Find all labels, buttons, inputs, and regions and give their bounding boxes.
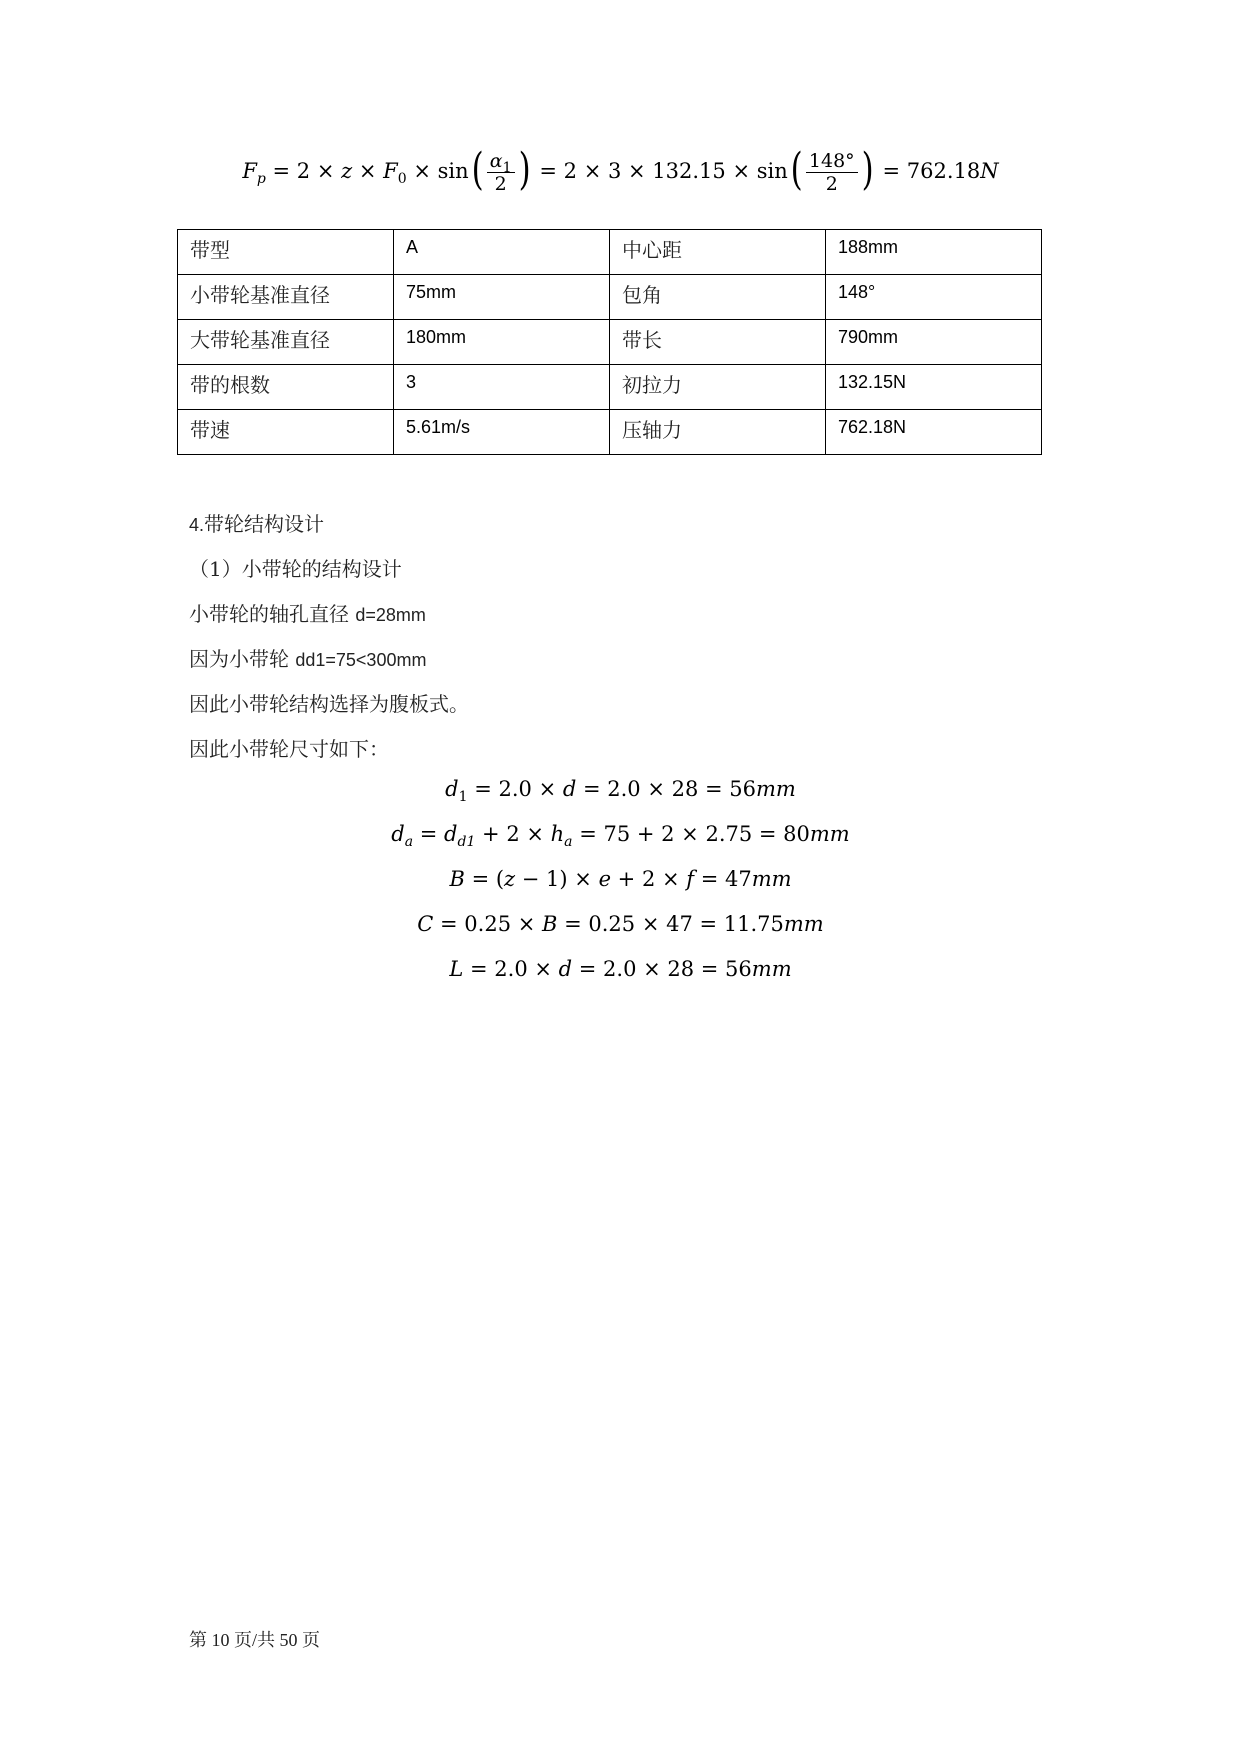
paragraph-text: 小带轮的轴孔直径 [189, 602, 356, 626]
table-row [178, 365, 1042, 410]
formula-subscript: p [256, 171, 266, 187]
fraction-denominator: 2 [825, 173, 838, 195]
param-label: 带长 [610, 320, 826, 365]
section-title: 带轮结构设计 [204, 512, 325, 536]
formula-symbol: L [449, 957, 464, 981]
formula-symbol: h [550, 822, 565, 846]
table-row [178, 410, 1042, 455]
formula-text: = 2 × [265, 159, 342, 183]
formula-unit: mm [755, 777, 796, 801]
section-number: 4. [189, 515, 205, 535]
subsection-title: 小带轮的结构设计 [241, 557, 402, 581]
formula-b [0, 867, 1241, 891]
table-row [178, 275, 1042, 320]
formula-symbol: C [417, 912, 434, 936]
formula-symbol: F [383, 159, 398, 183]
formula-symbol: d [391, 822, 405, 846]
paragraph-dimensions-intro: 因此小带轮尺寸如下： [189, 737, 389, 761]
formula-symbol: d [445, 777, 459, 801]
param-label: 大带轮基准直径 [178, 320, 394, 365]
formula-text: + 2 × [611, 867, 687, 891]
fraction-alpha [487, 150, 515, 195]
formula-result: = 762.18 [875, 159, 981, 183]
formula-unit: mm [751, 867, 792, 891]
formula-text: = 0.25 × 47 = 11.75 [557, 912, 784, 936]
formula-c [0, 912, 1241, 936]
left-paren: ( [790, 143, 803, 195]
formula-text: = [413, 822, 445, 846]
paragraph-value: dd1=75<300mm [295, 650, 427, 670]
formula-text: = 75 + 2 × 2.75 = 80 [572, 822, 810, 846]
formula-text: − 1) × [515, 867, 599, 891]
param-value: 148° [826, 275, 1042, 320]
param-value: A [394, 230, 610, 275]
formula-da [0, 822, 1241, 850]
formula-text: = ( [464, 867, 505, 891]
fraction-numerator: 148° [806, 150, 858, 173]
formula-variable: B [542, 912, 558, 936]
formula-unit: mm [783, 912, 824, 936]
fraction-numerator-sub: 1 [502, 160, 512, 176]
fraction-denominator: 2 [494, 173, 507, 195]
param-label: 小带轮基准直径 [178, 275, 394, 320]
formula-text: × sin [406, 159, 469, 183]
page-number-footer: 第 10 页/共 50 页 [189, 1630, 321, 1650]
formula-text: = 0.25 × [433, 912, 543, 936]
belt-parameters-table [177, 229, 1042, 455]
param-value: 132.15N [826, 365, 1042, 410]
formula-subscript: 1 [458, 789, 468, 805]
table-row [178, 320, 1042, 365]
paragraph-pitch-diameter [189, 643, 426, 672]
param-value: 762.18N [826, 410, 1042, 455]
paragraph-value: d=28mm [355, 605, 426, 625]
formula-text: = 2.0 × 28 = 56 [576, 777, 756, 801]
formula-variable: d [558, 957, 573, 981]
table-row [178, 230, 1042, 275]
formula-text: = 2.0 × 28 = 56 [572, 957, 752, 981]
formula-unit: mm [751, 957, 792, 981]
formula-symbol: F [242, 159, 257, 183]
formula-variable: e [598, 867, 611, 891]
formula-text: = 47 [694, 867, 752, 891]
param-label: 带的根数 [178, 365, 394, 410]
paragraph-structure-choice: 因此小带轮结构选择为腹板式。 [189, 692, 469, 716]
paragraph-bore-diameter [189, 598, 426, 627]
formula-symbol: d [444, 822, 458, 846]
paragraph-text: 因为小带轮 [189, 647, 296, 671]
param-label: 带速 [178, 410, 394, 455]
formula-variable: d [562, 777, 577, 801]
param-label: 中心距 [610, 230, 826, 275]
formula-subscript: 0 [397, 171, 407, 187]
fraction-numerator: α [489, 150, 503, 172]
param-value: 180mm [394, 320, 610, 365]
formula-variable: z [504, 867, 516, 891]
formula-text: = 2.0 × [463, 957, 559, 981]
formula-text: = 2 × 3 × 132.15 × sin [532, 159, 788, 183]
param-value: 790mm [826, 320, 1042, 365]
param-label: 压轴力 [610, 410, 826, 455]
param-value: 188mm [826, 230, 1042, 275]
formula-d1 [0, 777, 1241, 805]
param-label: 包角 [610, 275, 826, 320]
subsection-heading [189, 553, 402, 582]
subsection-number: （1） [189, 557, 242, 581]
formula-unit: N [980, 159, 999, 183]
formula-text: + 2 × [475, 822, 551, 846]
formula-text: = 2.0 × [467, 777, 563, 801]
section-heading [189, 508, 324, 537]
formula-unit: mm [809, 822, 850, 846]
fraction-angle [806, 150, 858, 195]
param-label: 初拉力 [610, 365, 826, 410]
param-value: 3 [394, 365, 610, 410]
formula-variable: z [341, 159, 353, 183]
formula-subscript: a [404, 834, 414, 850]
formula-text: × [352, 159, 384, 183]
left-paren: ( [471, 143, 484, 195]
formula-subscript: a [564, 834, 573, 850]
formula-subscript: d1 [457, 834, 476, 850]
param-value: 5.61m/s [394, 410, 610, 455]
right-paren: ) [861, 143, 874, 195]
right-paren: ) [518, 143, 531, 195]
formula-symbol: B [449, 867, 465, 891]
formula-variable: f [686, 867, 695, 891]
belt-force-formula [0, 143, 1241, 195]
param-label: 带型 [178, 230, 394, 275]
formula-l [0, 957, 1241, 981]
param-value: 75mm [394, 275, 610, 320]
